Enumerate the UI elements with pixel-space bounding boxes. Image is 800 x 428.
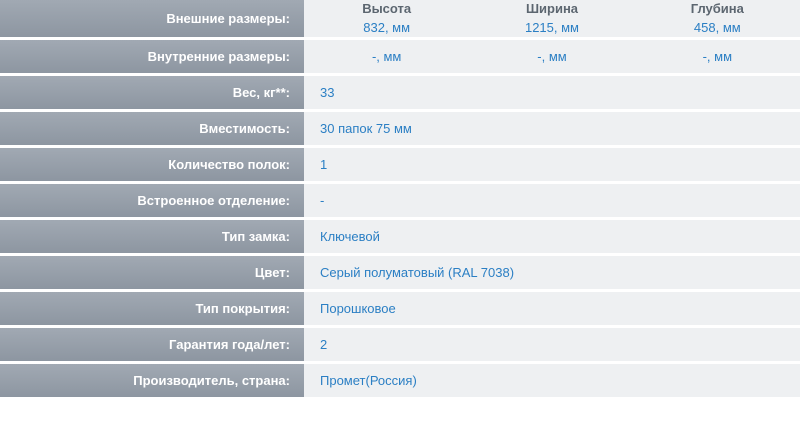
row-label: Гарантия года/лет: [0, 328, 304, 364]
table-row [0, 292, 800, 328]
table-row [0, 364, 800, 400]
row-value: 1 [304, 148, 800, 184]
row-label: Тип замка: [0, 220, 304, 256]
table-row [0, 328, 800, 364]
dimension-depth [635, 48, 800, 66]
row-value: Серый полуматовый (RAL 7038) [304, 256, 800, 292]
row-label: Внутренние размеры: [0, 40, 304, 76]
row-value-dimensions [304, 40, 800, 76]
row-label: Внешние размеры: [0, 0, 304, 40]
row-value-dimensions [304, 0, 800, 40]
dimension-group [304, 0, 800, 37]
table-row [0, 256, 800, 292]
table-row [0, 220, 800, 256]
table-row [0, 112, 800, 148]
dimension-height [304, 48, 469, 66]
table-row [0, 148, 800, 184]
row-value: Промет(Россия) [304, 364, 800, 400]
table-row [0, 184, 800, 220]
table-row [0, 76, 800, 112]
row-value: - [304, 184, 800, 220]
dimension-value-width: -, мм [537, 48, 567, 64]
row-label: Вместимость: [0, 112, 304, 148]
dimension-group [304, 48, 800, 66]
dimension-value-depth: -, мм [702, 48, 733, 64]
dimension-value-width: 1215, мм [524, 20, 579, 35]
dimension-header-height: Высота [362, 1, 412, 16]
row-label: Тип покрытия: [0, 292, 304, 328]
row-value: 30 папок 75 мм [304, 112, 800, 148]
row-value: 33 [304, 76, 800, 112]
dimension-depth [635, 0, 800, 37]
table-row [0, 0, 800, 40]
dimension-header-width: Ширина [525, 1, 579, 16]
row-label: Количество полок: [0, 148, 304, 184]
table-row [0, 40, 800, 76]
row-label: Производитель, страна: [0, 364, 304, 400]
row-label: Цвет: [0, 256, 304, 292]
dimension-height [304, 0, 469, 37]
row-value: 2 [304, 328, 800, 364]
dimension-value-height: -, мм [371, 48, 402, 64]
row-label: Вес, кг**: [0, 76, 304, 112]
dimension-value-height: 832, мм [363, 20, 411, 35]
dimension-header-depth: Глубина [690, 1, 744, 16]
row-value: Ключевой [304, 220, 800, 256]
dimension-value-depth: 458, мм [693, 20, 741, 35]
dimension-width [469, 0, 634, 37]
row-label: Встроенное отделение: [0, 184, 304, 220]
row-value: Порошковое [304, 292, 800, 328]
dimension-width [469, 48, 634, 66]
